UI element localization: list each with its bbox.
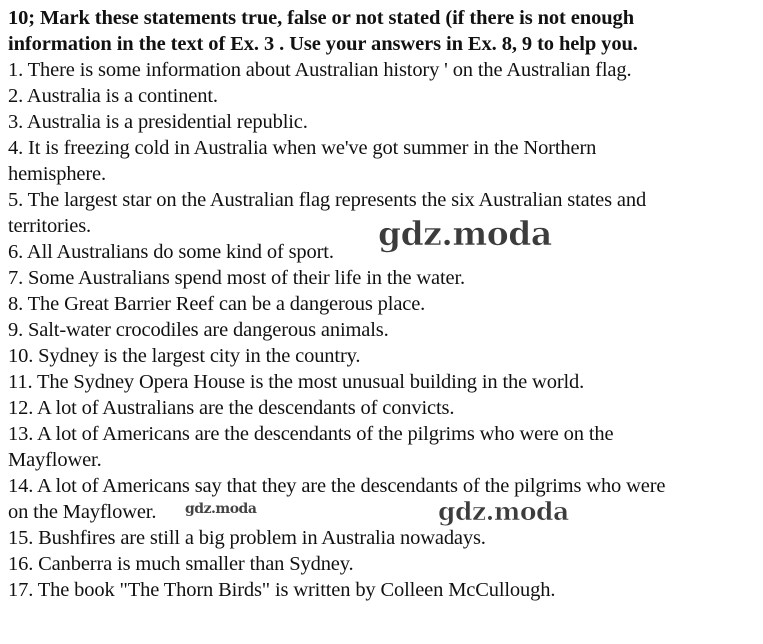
statement-17: 17. The book "The Thorn Birds" is written by Colleen McCullough.: [8, 579, 556, 601]
statement-13: 13. A lot of Americans are the descendants of the pilgrims who were on the: [8, 423, 614, 445]
statement-6: 6. All Australians do some kind of sport.: [8, 241, 334, 263]
exercise-page: [8, 5, 760, 603]
statement-4: 4. It is freezing cold in Australia when we've got summer in the Northern: [8, 137, 597, 159]
statement-16: 16. Canberra is much smaller than Sydney.: [8, 553, 354, 575]
statement-5: 5. The largest star on the Australian flag represents the six Australian states and: [8, 189, 647, 211]
statement-15: 15. Bushfires are still a big problem in Australia nowadays.: [8, 527, 486, 549]
statement-14-continued: on the Mayflower.: [8, 501, 157, 523]
watermark-large: gdz.moda: [378, 214, 552, 253]
exercise-heading-line-1: 10; Mark these statements true, false or not stated (if there is not enough: [8, 7, 635, 29]
statement-14: 14. A lot of Americans say that they are the descendants of the pilgrims who were: [8, 475, 666, 497]
statement-11: 11. The Sydney Opera House is the most unusual building in the world.: [8, 371, 585, 393]
statement-3: 3. Australia is a presidential republic.: [8, 111, 308, 133]
statement-13-continued: Mayflower.: [8, 449, 102, 471]
statement-12: 12. A lot of Australians are the descendants of convicts.: [8, 397, 455, 419]
statement-5-continued: territories.: [8, 215, 92, 237]
statement-8: 8. The Great Barrier Reef can be a dangerous place.: [8, 293, 426, 315]
statement-4-continued: hemisphere.: [8, 163, 106, 185]
watermark-middle: gdz.moda: [438, 497, 569, 526]
statement-10: 10. Sydney is the largest city in the country.: [8, 345, 361, 367]
exercise-heading-line-2: information in the text of Ex. 3 . Use your answers in Ex. 8, 9 to help you.: [8, 33, 638, 55]
watermark-small: gdz.moda: [185, 501, 257, 517]
statement-7: 7. Some Australians spend most of their life in the water.: [8, 267, 466, 289]
statement-2: 2. Australia is a continent.: [8, 85, 218, 107]
statement-9: 9. Salt-water crocodiles are dangerous animals.: [8, 319, 389, 341]
statement-1: 1. There is some information about Australian history ' on the Australian flag.: [8, 59, 632, 81]
